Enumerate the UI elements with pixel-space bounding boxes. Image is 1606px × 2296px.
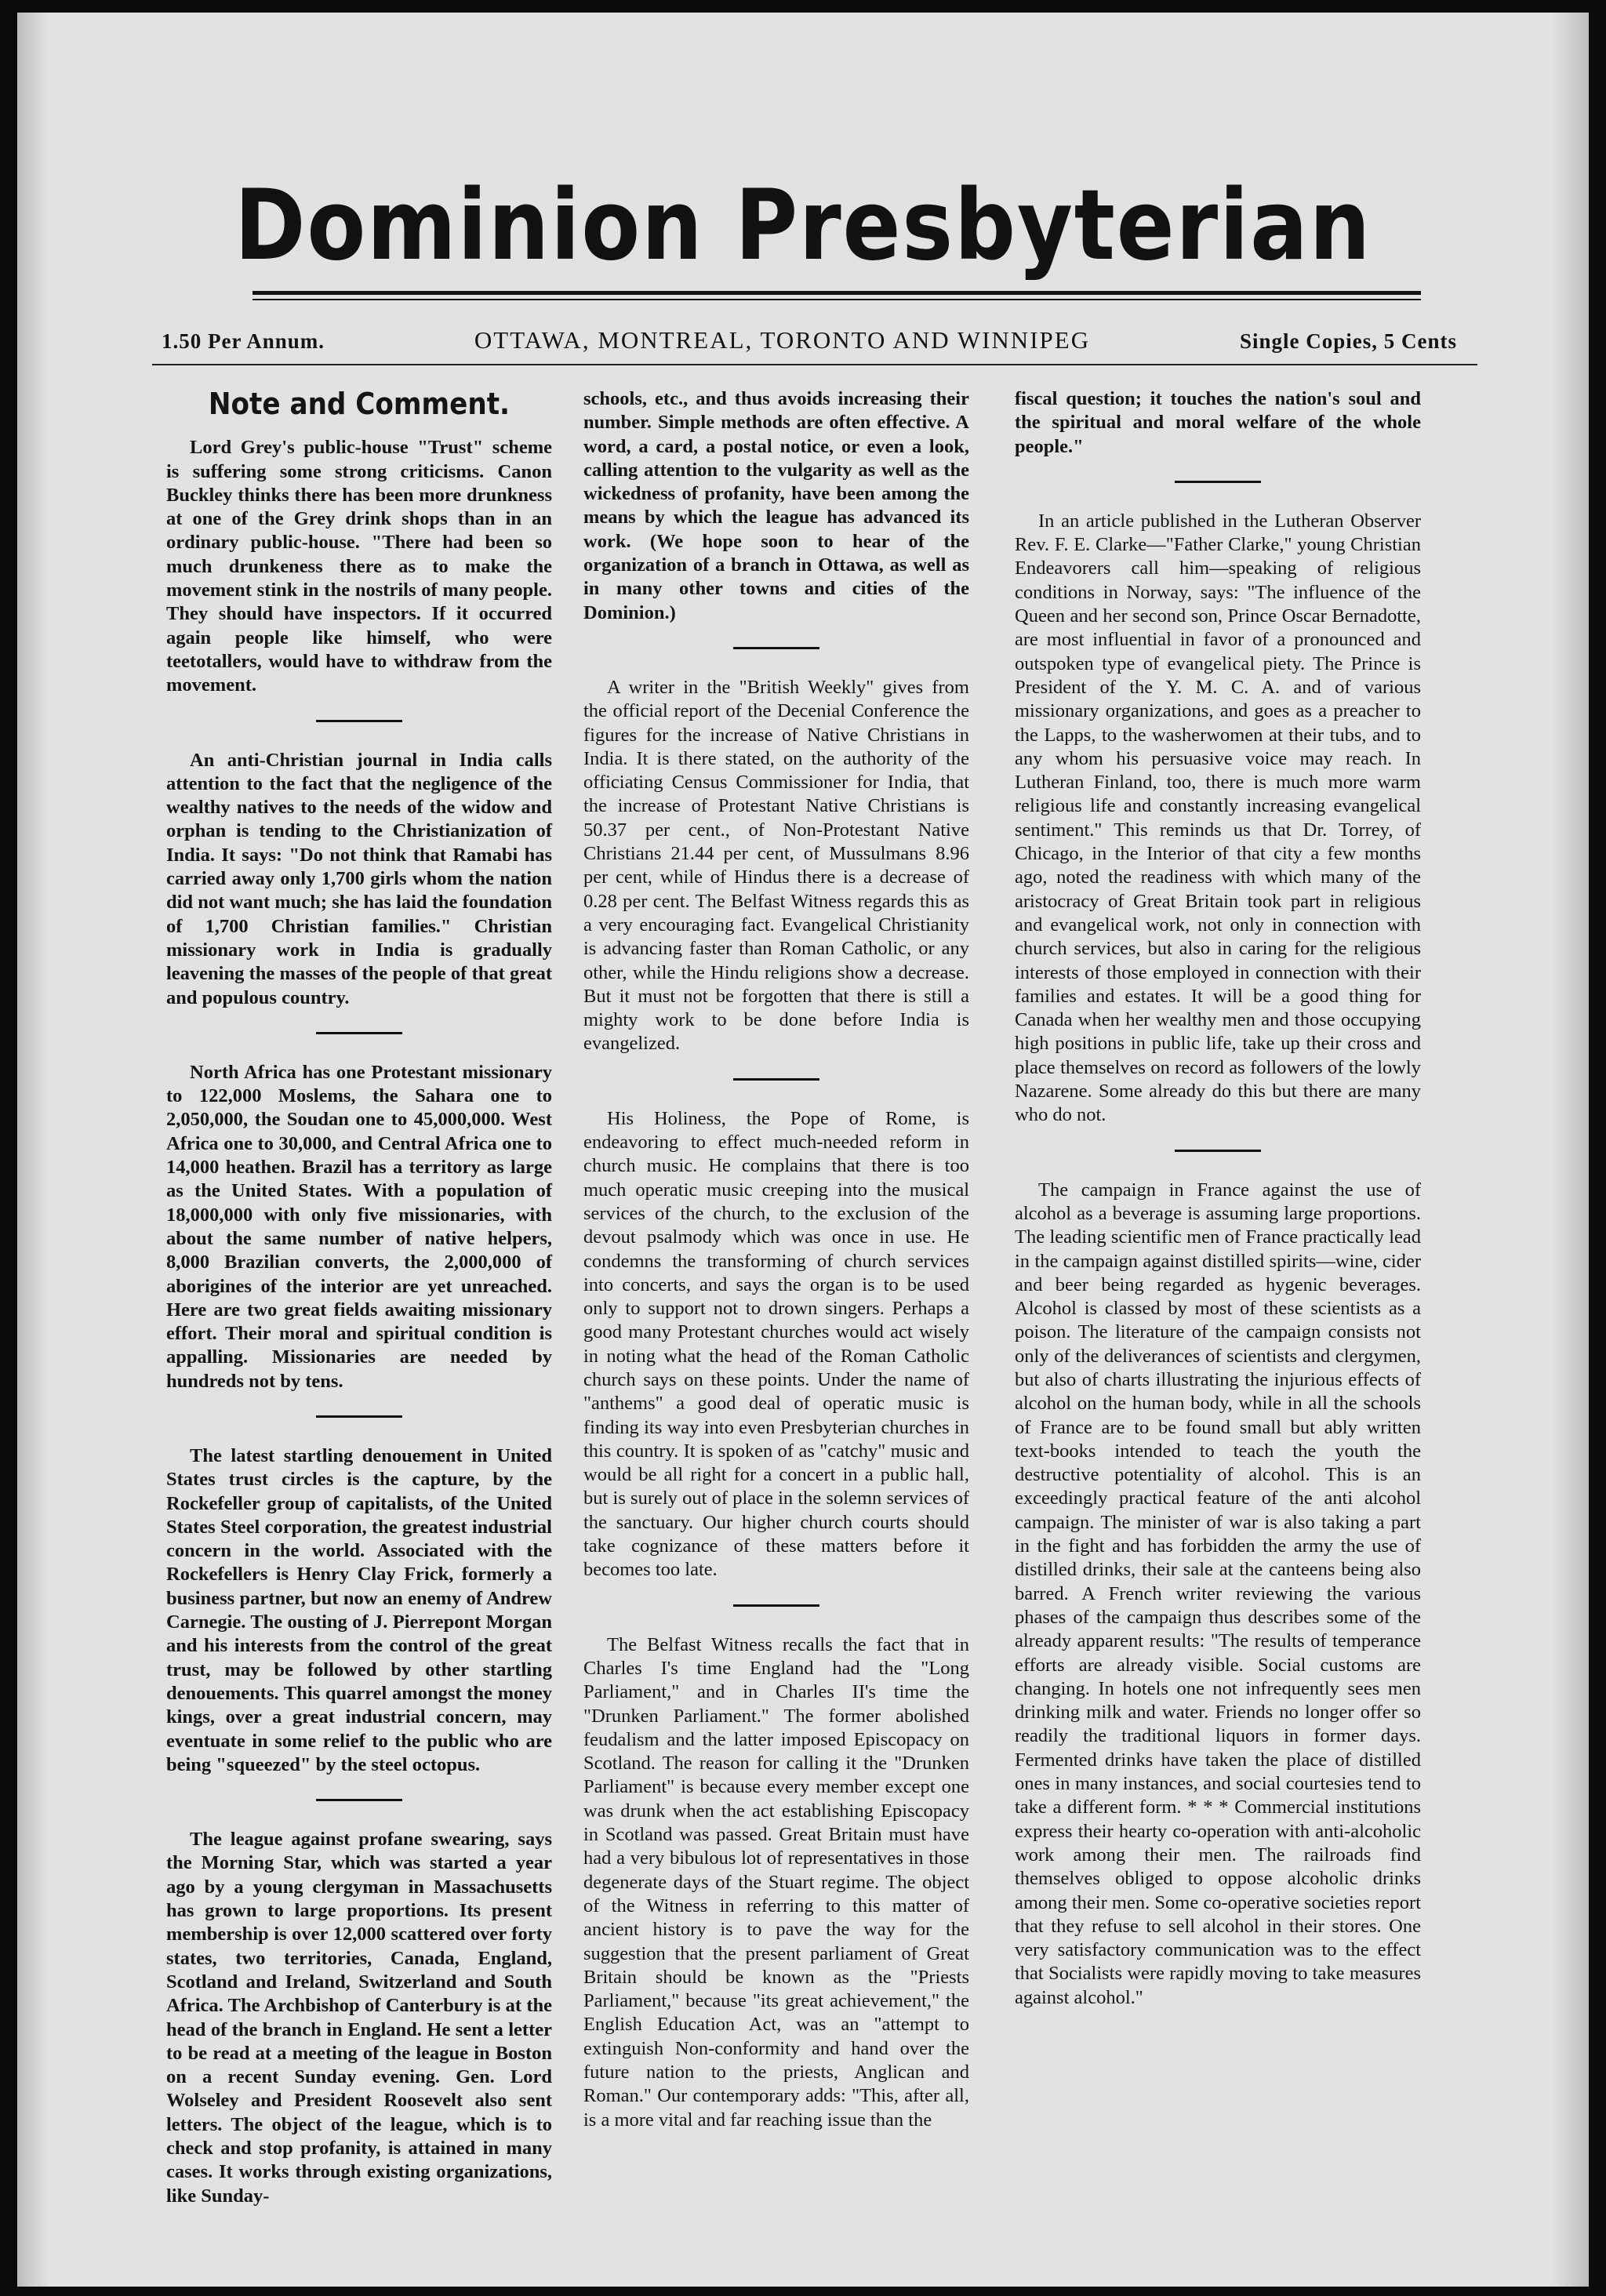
masthead-title: Dominion Presbyterian bbox=[234, 169, 1372, 282]
article-separator bbox=[316, 1799, 402, 1801]
article-profane-swearing: The league against profane swearing, says the Morning Star, which was started a year ago by a young clergyman in Massachusetts has grown to large proportions. Its present membership is over 12,000 scattered over forty states, two territories, Canada, England, Scotland and Ireland, Switzerland and South Africa. The Archbishop of Canterbury is at the head of the branch in England. He sent a letter to be read at a meeting of the league in Boston on a recent Sunday evening. Gen. Lord Wolseley and President Roosevelt also sent letters. The object of the league, which is to check and stop profanity, is attained in many cases. It works through existing organizations, like Sunday- bbox=[166, 1829, 552, 2207]
article-india-journal: An anti-Christian journal in India calls attention to the fact that the negligence of the wealthy natives to the needs of the widow and orphan is tending to the Christianization of India. It says: "Do not think that Ramabi has carried away only 1,700 girls whom the nation did not want much; she has laid the foundation of 1,700 Christian families." Christian missionary work in India is gradually leavening the masses of the people of that great and populous country. bbox=[166, 749, 552, 1008]
newspaper-page bbox=[17, 13, 1589, 2287]
article-belfast-witness-continued: fiscal question; it touches the nation's soul and the spiritual and moral welfare of the whole people." bbox=[1015, 388, 1421, 457]
article-british-weekly: A writer in the "British Weekly" gives from the official report of the Decenial Conference the figures for the increase of Native Christians in India. It is there stated, on the authority of the officiating Census Commissioner for India, that the increase of Protestant Native Christians is 50.37 per cent., of Non-Protestant Native Christians 21.44 per cent, of Mussulmans 8.96 per cent, while of Hindus there is a decrease of 0.28 per cent. The Belfast Witness regards this as a very encouraging fact. Evangelical Christianity is advancing faster than Roman Catholic, or any other, while the Hindu religions show a decrease. But it must not be forgotten that there is still a mighty work to be done before India is evangelized. bbox=[583, 676, 969, 1055]
article-steel-trust: The latest startling denouement in United States trust circles is the capture, by the Rockefeller group of capitalists, of the United States Steel corporation, the greatest industrial concern in the world. Associated with the Rockefellers is Henry Clay Frick, formerly a business partner, but now an enemy of Andrew Carnegie. The ousting of J. Pierrepont Morgan and his interests from the control of the great trust, may be followed by other startling denouements. This quarrel amongst the money kings, over a great industrial concern, may eventuate in some relief to the public who are being "squeezed" by the steel octopus. bbox=[166, 1444, 552, 1775]
article-belfast-witness: The Belfast Witness recalls the fact that in Charles I's time England had the "Long Parliament," and in Charles II's time the "Drunken Parliament." The former abolished feudalism and the latter imposed Episcopacy on Scotland. The reason for calling it the "Drunken Parliament" is because every member except one was drunk when the act establishing Episcopacy in Scotland was passed. Great Britain must have had a very bibulous lot of representatives in those degenerate days of the Stuart regime. The object of the Witness in referring to this matter of ancient history is to pave the way for the suggestion that the present parliament of Great Britain should be known as the "Priests Parliament," because "its great achievement," the English Education Act, was an "attempt to extinguish Non-conformity and hand over the future nation to the priests, Anglican and Roman." Our contemporary adds: "This, after all, is a more vital and far reaching issue than the bbox=[583, 1633, 969, 2131]
article-france-alcohol: The campaign in France against the use of alcohol as a beverage is assuming large proportions. The leading scientific men of France practically lead in the campaign against distilled spirits—wine, cider and beer being regarded as hygenic beverages. Alcohol is classed by most of these scientists as a poison. The literature of the campaign consists not only of the deliverances of scientists and clergymen, but also of charts illustrating the injurious effects of alcohol on the human body, while in all the schools of France are to be found small but ably written text-books intended to teach the youth the destructive potentiality of alcohol. This is an exceedingly practical feature of the anti alcohol campaign. The minister of war is also taking a part in the fight and has forbidden the army the use of distilled drinks, their sale at the canteens being also barred. A French writer reviewing the various phases of the campaign thus describes some of the already apparent results: "The results of temperance efforts are already visible. Social customs are changing. In hotels one not infrequently sees men drinking milk and water. Friends no longer offer so readily the traditional liquors in former days. Fermented drinks have taken the place of distilled ones in many instances, and social courtesies tend to take a different form. * * * Commercial institutions express their hearty co-operation with anti-alcoholic work among their men. The railroads find themselves obliged to oppose alcoholic drinks among their men. Some co-operative societies report that they refuse to sell alcohol in their stores. One very satisfactory communication was to the effect that Socialists were rapidly moving to take measures against alcohol." bbox=[1015, 1179, 1421, 2008]
article-separator bbox=[316, 720, 402, 722]
article-separator bbox=[316, 1032, 402, 1034]
article-north-africa: North Africa has one Protestant missionary to 122,000 Moslems, the Sahara one to 2,050,000, the Soudan one to 45,000,000. West Africa one to 30,000, and Central Africa one to 14,000 heathen. Brazil has a territory as large as the United States. With a population of 18,000,000 with only five missionaries, with about the same number of native helpers, 8,000 Brazilian converts, the 2,000,000 of aborigines of the interior are yet unreached. Here are two great fields awaiting missionary effort. Their moral and spiritual condition is appalling. Missionaries are needed by hundreds not by tens. bbox=[166, 1061, 552, 1392]
page-edge-shadow-left bbox=[17, 13, 49, 2287]
article-separator bbox=[733, 647, 819, 649]
masthead-rule-thin bbox=[253, 299, 1421, 300]
article-separator bbox=[733, 1078, 819, 1081]
article-lutheran-observer: In an article published in the Lutheran Observer Rev. F. E. Clarke—"Father Clarke," young Christian Endeavorers call him—speaking of religious conditions in Norway, says: "The influence of the Queen and her second son, Prince Oscar Bernadotte, are most influential in favor of a pronounced and outspoken type of evangelical piety. The Prince is President of the Y. M. C. A. and of various missionary organizations, and goes as a preacher to the Lapps, to the washerwomen at their tubs, and to any whom his persuasive voice may reach. In Lutheran Finland, too, there is much more warm religious life and constantly increasing evangelical sentiment." This reminds us that Dr. Torrey, of Chicago, in the Interior of that city a few months ago, noted the readiness with which many of the aristocracy of Great Britain took part in religious and evangelical work, not only in connection with church services, but also in caring for the religious interests of those employed in connection with their families and estates. It will be a good thing for Canada when her wealthy men and those occupying high positions in public life, take up their cross and place themselves on record as followers of the lowly Nazarene. Some already do this but there are many who do not. bbox=[1015, 510, 1421, 1126]
page-edge-shadow-right bbox=[1553, 13, 1589, 2287]
article-pope-church-music: His Holiness, the Pope of Rome, is endeavoring to effect much-needed reform in church music. He complains that there is too much operatic music creeping into the musical services of the church, to the exclusion of the devout psalmody which was once in use. He condemns the transforming of church services into concerts, and says the organ is to be used only to support not to drown singers. Perhaps a good many Protestant churches would act wisely in noting what the head of the Roman Catholic church says on these points. Under the name of "anthems" a good deal of operatic music is finding its way into even Presbyterian churches in this country. It is spoken of as "catchy" music and would be all right for a concert in a public hall, but is surely out of place in the solemn services of the sanctuary. Our higher church courts should take cognizance of these matters before it becomes too late. bbox=[583, 1107, 969, 1581]
column-3 bbox=[1015, 387, 1421, 2010]
article-separator bbox=[1175, 481, 1261, 483]
article-lord-grey: Lord Grey's public-house "Trust" scheme is suffering some strong criticisms. Canon Buckley thinks there has been more drunkness at one of the Grey drink shops than in an ordinary public-house. "There had been so much drunkeness there as to make the movement stink in the nostrils of many people. They should have inspectors. If it occurred again people like himself, who were teetotallers, would have to withdraw from the movement. bbox=[166, 437, 552, 696]
masthead-rule-thick bbox=[253, 291, 1421, 295]
article-separator bbox=[316, 1415, 402, 1418]
article-separator bbox=[733, 1604, 819, 1607]
section-heading: Note and Comment. bbox=[208, 387, 511, 421]
column-1 bbox=[166, 387, 552, 2208]
article-profane-swearing-continued: schools, etc., and thus avoids increasing their number. Simple methods are often effective. A word, a card, a postal notice, or even a look, calling attention to the vulgarity as well as the wickedness of profanity, have been among the means by which the league has advanced its work. (We hope soon to hear of the organization of a branch in Ottawa, as well as in many other towns and cities of the Dominion.) bbox=[583, 388, 969, 623]
single-copy-price: Single Copies, 5 Cents bbox=[1239, 329, 1457, 353]
dateline-rule bbox=[152, 364, 1477, 365]
column-2 bbox=[583, 387, 969, 2132]
dateline-cities: OTTAWA, MONTREAL, TORONTO AND WINNIPEG bbox=[474, 326, 1091, 354]
dateline bbox=[162, 326, 1457, 354]
article-separator bbox=[1175, 1150, 1261, 1152]
subscription-price: 1.50 Per Annum. bbox=[162, 329, 325, 353]
